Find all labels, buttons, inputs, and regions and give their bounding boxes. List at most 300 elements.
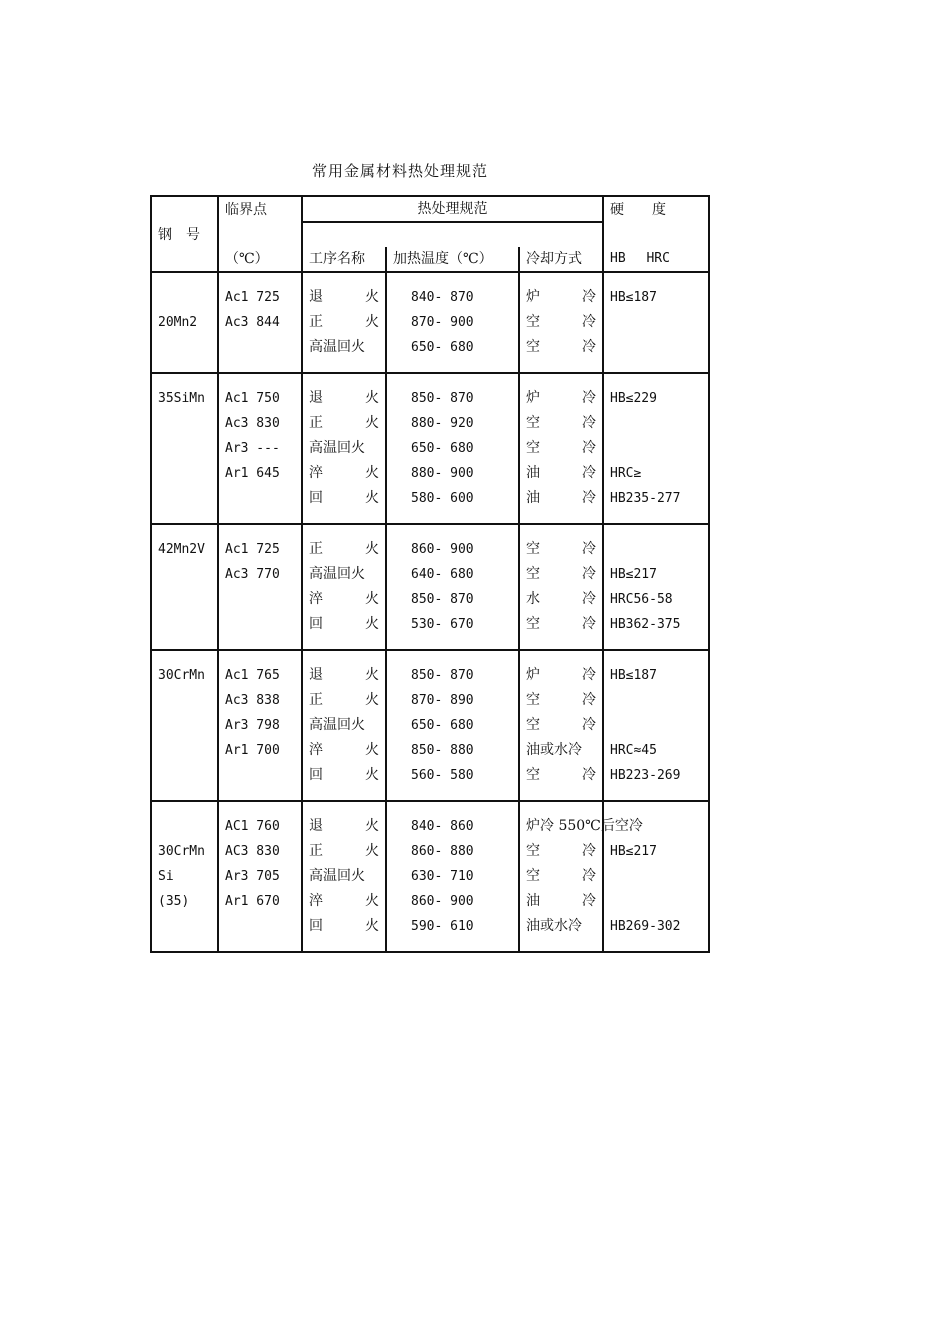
header-spec: 热处理规范 <box>302 197 603 222</box>
cell-process-left: 淬 <box>309 591 323 607</box>
spacer-cell <box>218 939 302 952</box>
cell-cooling-right: 冷 <box>582 893 596 909</box>
cell-cooling <box>519 839 603 864</box>
spacer-cell <box>603 637 709 650</box>
cell-hardness <box>603 688 709 713</box>
cell-cooling-left: 油 <box>526 465 540 481</box>
cell-cooling-text <box>526 461 596 486</box>
table-row <box>151 864 709 889</box>
cell-temp: 850- 870 <box>386 663 519 688</box>
cell-steel <box>151 713 218 738</box>
cell-cooling-text <box>526 310 596 335</box>
cell-process-text <box>309 889 379 914</box>
row-separator <box>151 952 709 953</box>
cell-hardness: HB223-269 <box>603 763 709 788</box>
cell-cooling-right: 冷 <box>582 868 596 884</box>
cell-process-text <box>309 587 379 612</box>
cell-hardness: HB235-277 <box>603 486 709 511</box>
cell-cooling <box>519 688 603 713</box>
spacer-cell <box>519 374 603 386</box>
cell-critical: Ar1 670 <box>218 889 302 914</box>
cell-process <box>302 713 386 738</box>
separator-cell <box>519 952 603 953</box>
cell-temp: 590- 610 <box>386 914 519 939</box>
spacer-cell <box>603 651 709 663</box>
cell-process-right: 火 <box>365 767 379 783</box>
spacer-cell <box>386 273 519 285</box>
cell-steel <box>151 486 218 511</box>
cell-cooling-text <box>526 688 596 713</box>
cell-process-text <box>309 310 379 335</box>
table-row <box>151 713 709 738</box>
cell-critical <box>218 486 302 511</box>
cell-cooling-right: 冷 <box>582 667 596 683</box>
cell-cooling-text <box>526 285 596 310</box>
cell-temp: 530- 670 <box>386 612 519 637</box>
spacer-cell <box>218 360 302 373</box>
cell-process-right: 火 <box>365 465 379 481</box>
cell-temp: 860- 880 <box>386 839 519 864</box>
cell-process-text <box>309 738 379 763</box>
spacer-cell <box>151 360 218 373</box>
cell-process-left: 回 <box>309 490 323 506</box>
cell-hardness <box>603 436 709 461</box>
cell-process-right: 火 <box>365 818 379 834</box>
cell-temp: 850- 870 <box>386 386 519 411</box>
header-heat-temp: 加热温度（℃） <box>386 247 519 272</box>
cell-cooling-right: 冷 <box>582 767 596 783</box>
cell-process-left: 正 <box>309 541 323 557</box>
cell-process-left: 淬 <box>309 742 323 758</box>
cell-process-left: 正 <box>309 314 323 330</box>
row-spacer <box>151 651 709 663</box>
cell-process-text <box>309 386 379 411</box>
header-row-2 <box>151 222 709 247</box>
cell-cooling-right: 冷 <box>582 339 596 355</box>
table-row <box>151 663 709 688</box>
cell-process-text: 高温回火 <box>309 868 365 884</box>
spacer-cell <box>519 511 603 524</box>
cell-process <box>302 386 386 411</box>
cell-process-right: 火 <box>365 541 379 557</box>
cell-process-left: 退 <box>309 667 323 683</box>
separator-cell <box>386 952 519 953</box>
cell-steel <box>151 285 218 310</box>
table-row <box>151 285 709 310</box>
spacer-cell <box>151 788 218 801</box>
cell-cooling-text <box>526 335 596 360</box>
cell-process-left: 退 <box>309 818 323 834</box>
cell-steel: (35) <box>151 889 218 914</box>
cell-cooling-text <box>526 763 596 788</box>
cell-cooling <box>519 436 603 461</box>
cell-process <box>302 814 386 839</box>
cell-steel <box>151 814 218 839</box>
spacer-cell <box>302 637 386 650</box>
cell-hardness <box>603 889 709 914</box>
cell-critical <box>218 612 302 637</box>
spacer-cell <box>302 802 386 814</box>
cell-process-text <box>309 411 379 436</box>
cell-temp: 850- 870 <box>386 587 519 612</box>
cell-cooling-left: 空 <box>526 541 540 557</box>
spacer-cell <box>302 651 386 663</box>
spacer-cell <box>302 525 386 537</box>
cell-process-left: 正 <box>309 692 323 708</box>
cell-process-text: 高温回火 <box>309 440 365 456</box>
cell-temp: 650- 680 <box>386 713 519 738</box>
spacer-cell <box>302 374 386 386</box>
cell-critical <box>218 587 302 612</box>
cell-cooling-text <box>526 486 596 511</box>
cell-cooling <box>519 285 603 310</box>
spacer-cell <box>603 802 709 814</box>
spacer-cell <box>218 788 302 801</box>
table-row <box>151 914 709 939</box>
cell-process-left: 淬 <box>309 465 323 481</box>
cell-cooling-text <box>526 612 596 637</box>
cell-process-left: 退 <box>309 390 323 406</box>
cell-process-text <box>309 537 379 562</box>
cell-process-text <box>309 688 379 713</box>
cell-steel <box>151 562 218 587</box>
cell-critical: Ac3 838 <box>218 688 302 713</box>
cell-cooling-text: 油或水冷 <box>526 918 582 934</box>
cell-cooling-text <box>526 386 596 411</box>
row-spacer <box>151 525 709 537</box>
cell-critical: AC3 830 <box>218 839 302 864</box>
cell-cooling-text <box>526 587 596 612</box>
cell-cooling-right: 冷 <box>582 616 596 632</box>
cell-cooling-text <box>526 839 596 864</box>
page-title: 常用金属材料热处理规范 <box>312 162 489 180</box>
row-spacer <box>151 374 709 386</box>
cell-cooling-left: 空 <box>526 415 540 431</box>
cell-process <box>302 486 386 511</box>
cell-cooling <box>519 486 603 511</box>
cell-hardness: HB≤217 <box>603 839 709 864</box>
spacer-cell <box>603 374 709 386</box>
separator-cell <box>151 952 218 953</box>
cell-cooling <box>519 663 603 688</box>
cell-cooling <box>519 738 603 763</box>
spacer-cell <box>302 939 386 952</box>
cell-hardness: HRC≈45 <box>603 738 709 763</box>
cell-cooling-text <box>526 663 596 688</box>
spacer-cell <box>386 374 519 386</box>
cell-cooling-right: 冷 <box>582 591 596 607</box>
table-row <box>151 436 709 461</box>
cell-temp: 840- 860 <box>386 814 519 839</box>
cell-critical <box>218 763 302 788</box>
cell-process-right: 火 <box>365 289 379 305</box>
cell-cooling-right: 冷 <box>582 692 596 708</box>
spacer-cell <box>519 802 603 814</box>
spacer-cell <box>218 802 302 814</box>
table-row <box>151 335 709 360</box>
cell-temp: 640- 680 <box>386 562 519 587</box>
spacer-cell <box>151 525 218 537</box>
cell-cooling-left: 油 <box>526 490 540 506</box>
cell-cooling-right: 冷 <box>582 541 596 557</box>
cell-steel <box>151 461 218 486</box>
cell-hardness: HB362-375 <box>603 612 709 637</box>
table-row <box>151 587 709 612</box>
cell-process <box>302 738 386 763</box>
spacer-cell <box>302 273 386 285</box>
spacer-cell <box>386 511 519 524</box>
cell-cooling <box>519 763 603 788</box>
cell-process-right: 火 <box>365 893 379 909</box>
cell-cooling-right: 冷 <box>582 440 596 456</box>
cell-cooling-left: 空 <box>526 717 540 733</box>
cell-critical: Ac3 770 <box>218 562 302 587</box>
cell-process-text: 高温回火 <box>309 566 365 582</box>
cell-cooling-text: 油或水冷 <box>526 742 582 758</box>
spacer-cell <box>603 939 709 952</box>
cell-process <box>302 335 386 360</box>
cell-critical: Ac1 725 <box>218 285 302 310</box>
table-row <box>151 461 709 486</box>
table-row <box>151 612 709 637</box>
spacer-cell <box>218 637 302 650</box>
spacer-cell <box>151 273 218 285</box>
cell-process-right: 火 <box>365 591 379 607</box>
cell-process <box>302 914 386 939</box>
cell-cooling <box>519 411 603 436</box>
cell-steel: 30CrMn <box>151 663 218 688</box>
cell-critical: Ar3 798 <box>218 713 302 738</box>
cell-process-left: 回 <box>309 616 323 632</box>
spacer-cell <box>603 511 709 524</box>
row-spacer <box>151 360 709 373</box>
cell-critical <box>218 335 302 360</box>
cell-process <box>302 537 386 562</box>
cell-temp: 850- 880 <box>386 738 519 763</box>
cell-process <box>302 663 386 688</box>
cell-temp: 860- 900 <box>386 537 519 562</box>
table-row <box>151 839 709 864</box>
cell-process <box>302 562 386 587</box>
spacer-cell <box>519 788 603 801</box>
cell-process-left: 回 <box>309 767 323 783</box>
cell-process-left: 退 <box>309 289 323 305</box>
table-row <box>151 738 709 763</box>
cell-process <box>302 763 386 788</box>
spacer-cell <box>603 360 709 373</box>
cell-process <box>302 310 386 335</box>
row-spacer <box>151 802 709 814</box>
spacer-cell <box>386 788 519 801</box>
spacer-cell <box>519 651 603 663</box>
cell-cooling-text <box>526 889 596 914</box>
cell-cooling-text: 炉冷 550℃后空冷 <box>526 818 643 834</box>
cell-process-left: 正 <box>309 843 323 859</box>
spacer-cell <box>218 651 302 663</box>
separator-cell <box>603 952 709 953</box>
cell-cooling-left: 水 <box>526 591 540 607</box>
cell-process-text <box>309 914 379 939</box>
cell-process-text: 高温回火 <box>309 339 365 355</box>
cell-hardness <box>603 537 709 562</box>
cell-cooling <box>519 914 603 939</box>
spacer-cell <box>386 651 519 663</box>
cell-cooling-left: 空 <box>526 868 540 884</box>
cell-critical: Ar1 645 <box>218 461 302 486</box>
cell-cooling-right: 冷 <box>582 314 596 330</box>
header-critical: 临界点 <box>218 197 302 222</box>
cell-cooling-text <box>526 537 596 562</box>
cell-cooling-left: 空 <box>526 440 540 456</box>
cell-hardness: HB≤187 <box>603 285 709 310</box>
cell-cooling-text <box>526 562 596 587</box>
spacer-cell <box>603 788 709 801</box>
cell-cooling-left: 空 <box>526 692 540 708</box>
spacer-cell <box>151 651 218 663</box>
cell-cooling-left: 炉 <box>526 667 540 683</box>
spacer-cell <box>603 525 709 537</box>
header-critical-unit: （℃） <box>218 247 302 272</box>
cell-cooling-right: 冷 <box>582 465 596 481</box>
spacer-cell <box>151 802 218 814</box>
header-hardness-units: HB HRC <box>603 247 709 272</box>
cell-process <box>302 612 386 637</box>
cell-process-right: 火 <box>365 742 379 758</box>
cell-hardness: HRC56-58 <box>603 587 709 612</box>
cell-critical <box>218 914 302 939</box>
spacer-cell <box>386 525 519 537</box>
cell-hardness: HB≤187 <box>603 663 709 688</box>
cell-temp: 630- 710 <box>386 864 519 889</box>
cell-process-right: 火 <box>365 415 379 431</box>
cell-cooling-text <box>526 864 596 889</box>
cell-process-right: 火 <box>365 314 379 330</box>
cell-process-left: 回 <box>309 918 323 934</box>
header-row-1 <box>151 197 709 222</box>
table-row <box>151 411 709 436</box>
cell-cooling <box>519 335 603 360</box>
table-row <box>151 562 709 587</box>
cell-temp: 650- 680 <box>386 335 519 360</box>
table-row <box>151 386 709 411</box>
cell-process-left: 正 <box>309 415 323 431</box>
table-row <box>151 688 709 713</box>
spacer-cell <box>218 525 302 537</box>
cell-hardness <box>603 713 709 738</box>
cell-critical: Ac1 725 <box>218 537 302 562</box>
cell-temp: 560- 580 <box>386 763 519 788</box>
spacer-cell <box>386 637 519 650</box>
cell-steel <box>151 587 218 612</box>
cell-cooling <box>519 562 603 587</box>
cell-process-right: 火 <box>365 616 379 632</box>
cell-process-right: 火 <box>365 843 379 859</box>
spacer-cell <box>603 273 709 285</box>
cell-cooling-right: 冷 <box>582 390 596 406</box>
cell-steel: Si <box>151 864 218 889</box>
cell-hardness <box>603 310 709 335</box>
spacer-cell <box>151 374 218 386</box>
cell-hardness <box>603 864 709 889</box>
cell-steel: 20Mn2 <box>151 310 218 335</box>
cell-cooling <box>519 889 603 914</box>
cell-steel <box>151 411 218 436</box>
cell-cooling-right: 冷 <box>582 490 596 506</box>
cell-process <box>302 285 386 310</box>
separator-cell <box>218 952 302 953</box>
spacer-cell <box>151 939 218 952</box>
cell-hardness: HB269-302 <box>603 914 709 939</box>
cell-critical: Ac3 844 <box>218 310 302 335</box>
cell-cooling <box>519 814 643 839</box>
cell-hardness: HB≤229 <box>603 386 709 411</box>
cell-hardness <box>603 335 709 360</box>
header-steel-blank <box>151 197 218 222</box>
cell-process <box>302 889 386 914</box>
cell-cooling <box>519 537 603 562</box>
cell-temp: 860- 900 <box>386 889 519 914</box>
spacer-cell <box>386 939 519 952</box>
cell-cooling-left: 空 <box>526 566 540 582</box>
cell-process <box>302 436 386 461</box>
row-spacer <box>151 511 709 524</box>
cell-temp: 580- 600 <box>386 486 519 511</box>
cell-cooling-left: 空 <box>526 339 540 355</box>
cell-critical: Ac1 765 <box>218 663 302 688</box>
cell-process <box>302 864 386 889</box>
cell-process-text: 高温回火 <box>309 717 365 733</box>
cell-cooling-text <box>526 411 596 436</box>
cell-cooling-left: 炉 <box>526 390 540 406</box>
header-hardness: 硬 度 <box>603 197 709 222</box>
cell-critical: Ar3 --- <box>218 436 302 461</box>
cell-process-right: 火 <box>365 692 379 708</box>
cell-critical: Ac1 750 <box>218 386 302 411</box>
cell-process-text <box>309 814 379 839</box>
cell-cooling <box>519 612 603 637</box>
cell-process-left: 淬 <box>309 893 323 909</box>
cell-process <box>302 839 386 864</box>
cell-cooling-text <box>526 436 596 461</box>
cell-process-right: 火 <box>365 918 379 934</box>
header-row-3 <box>151 247 709 272</box>
separator-cell <box>302 952 386 953</box>
spacer-cell <box>302 360 386 373</box>
cell-temp: 870- 890 <box>386 688 519 713</box>
row-spacer <box>151 788 709 801</box>
cell-process-right: 火 <box>365 390 379 406</box>
spacer-cell <box>151 637 218 650</box>
cell-steel: 35SiMn <box>151 386 218 411</box>
spacer-cell <box>519 525 603 537</box>
cell-critical: AC1 760 <box>218 814 302 839</box>
cell-steel <box>151 688 218 713</box>
spacer-cell <box>386 360 519 373</box>
spacer-cell <box>302 511 386 524</box>
cell-cooling-text <box>526 713 596 738</box>
spacer-cell <box>519 273 603 285</box>
cell-cooling-left: 油 <box>526 893 540 909</box>
cell-process <box>302 587 386 612</box>
header-steel: 钢 号 <box>151 222 218 247</box>
cell-steel <box>151 436 218 461</box>
spacer-cell <box>302 788 386 801</box>
cell-cooling-left: 空 <box>526 843 540 859</box>
table-row <box>151 310 709 335</box>
cell-steel <box>151 763 218 788</box>
cell-process-text <box>309 763 379 788</box>
header-process: 工序名称 <box>302 247 386 272</box>
